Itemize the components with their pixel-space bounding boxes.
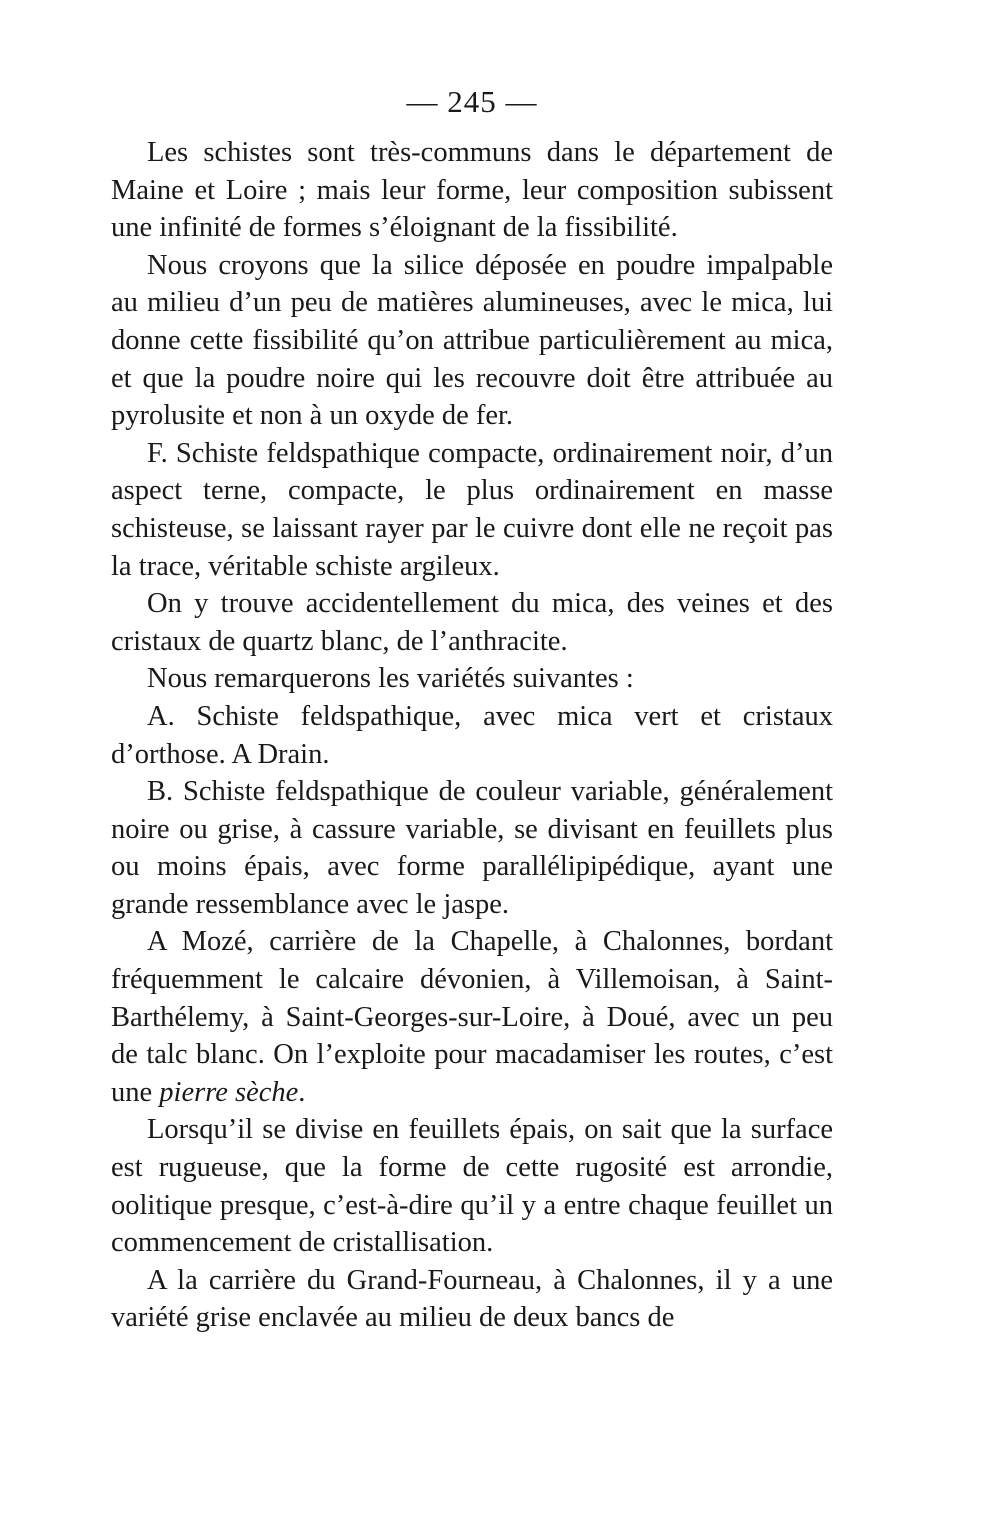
document-page [111, 82, 833, 1337]
page-number: — 245 — [406, 84, 538, 119]
paragraph-grand-fourneau: A la carrière du Grand-Fourneau, à Chalonnes, il y a une variété grise enclavée au milieu de deux bancs de [111, 1264, 833, 1334]
emphasis-pierre-seche: pierre sèche [159, 1076, 299, 1108]
paragraph-moze [111, 923, 833, 1111]
paragraph-varietes: Nous remarquerons les variétés suivantes : [147, 663, 634, 695]
paragraph-schiste-compacte: F. Schiste feldspathique compacte, ordinairement noir, d’un aspect terne, compacte, le plus ordinairement en masse schisteuse, se laissant rayer par le cuivre dont elle ne reçoit pas la trace, véritable schiste argileux. [111, 437, 833, 582]
paragraph-mica-quartz: On y trouve accidentellement du mica, des veines et des cristaux de quartz blanc, de l’anthracite. [111, 588, 833, 657]
paragraph-schistes-communs: Les schistes sont très-communs dans le département de Maine et Loire ; mais leur forme, leur composition subissent une infinité de formes s’éloignant de la fissibilité. [111, 137, 833, 244]
paragraph-variete-b: B. Schiste feldspathique de couleur variable, généralement noire ou grise, à cassure variable, se divisant en feuillets plus ou moins épais, avec forme parallélipipédique, ayant une grande ressemblance avec le jaspe. [111, 776, 833, 920]
paragraph-moze-end: . [298, 1076, 306, 1108]
paragraph-feuillets: Lorsqu’il se divise en feuillets épais, on sait que la surface est rugueuse, que la forme de cette rugosité est arrondie, oolitique presque, c’est-à-dire qu’il y a entre chaque feuillet un commencement de cristallisation. [111, 1114, 833, 1259]
paragraph-silice: Nous croyons que la silice déposée en poudre impalpable au milieu d’un peu de matières alumineuses, avec le mica, lui donne cette fissibilité qu’on attribue particulièrement au mica, et que la poudre noire qui les recouvre doit être attribuée au pyrolusite et non à un oxyde de fer. [111, 249, 833, 432]
paragraph-moze-text: A Mozé, carrière de la Chapelle, à Chalonnes, bordant fréquemment le calcaire dévonien, à Villemoisan, à Saint-Barthélemy, à Saint-Georges-sur-Loire, à Doué, avec un peu de talc blanc. On l’exploite pour macadamiser les routes, c’est une [111, 926, 833, 1108]
paragraph-variete-a: A. Schiste feldspathique, avec mica vert et cristaux d’orthose. A Drain. [111, 700, 833, 770]
